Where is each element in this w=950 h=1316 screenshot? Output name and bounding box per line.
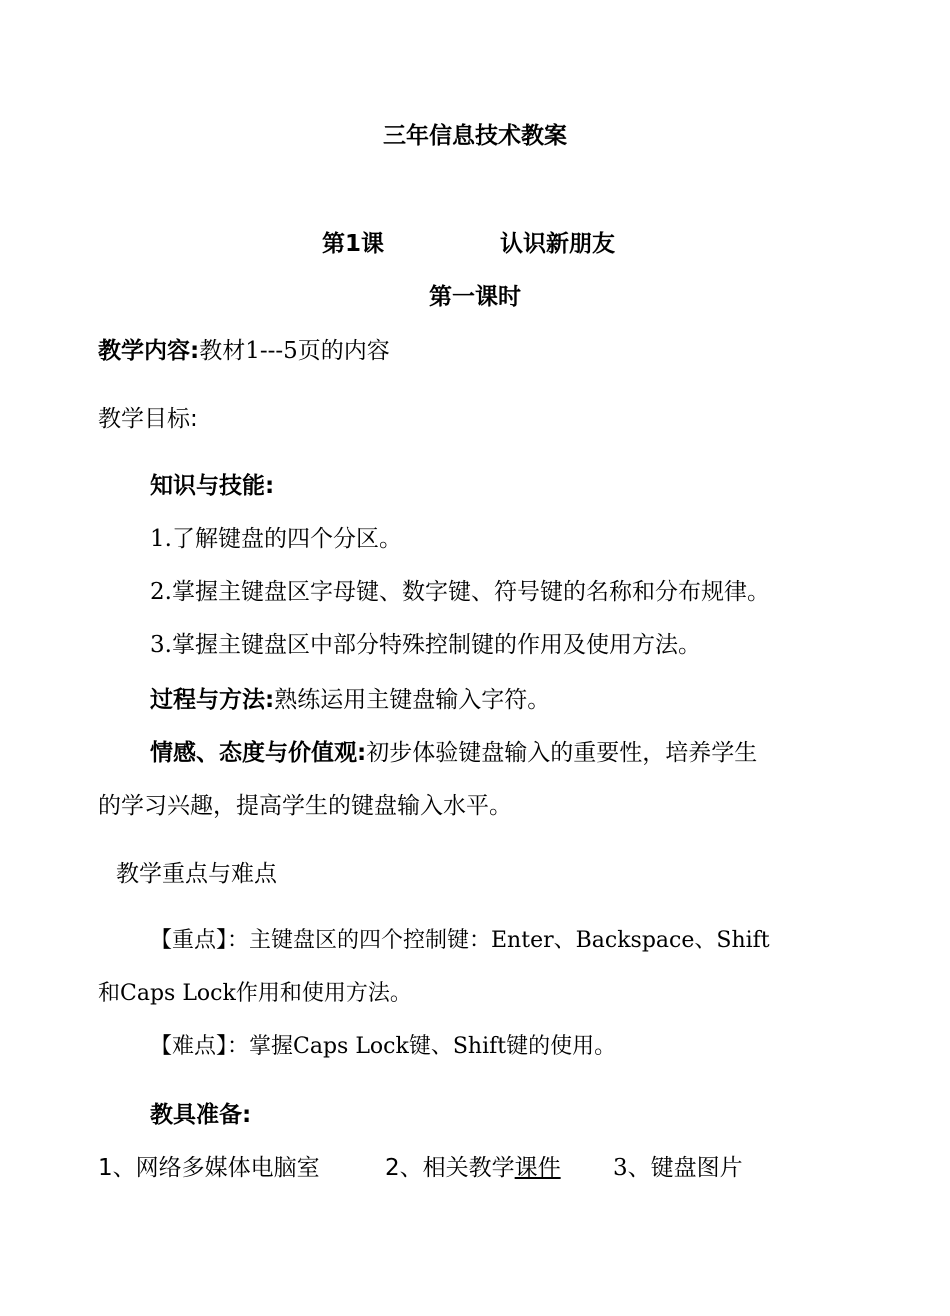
process-text: 熟练运用主键盘输入字符。 xyxy=(274,687,551,713)
emotion-label: 情感、态度与价值观: xyxy=(150,740,367,766)
emotion-text-line1: 初步体验键盘输入的重要性，培养学生 xyxy=(366,740,758,766)
teaching-content-value: 教材1---5页的内容 xyxy=(199,338,390,364)
key-points-heading: 教学重点与难点 xyxy=(116,861,277,887)
focus-line-2: 和Caps Lock作用和使用方法。 xyxy=(98,981,412,1006)
preparation-label: 教具准备: xyxy=(150,1102,252,1128)
emotion-text-line2: 的学习兴趣，提高学生的键盘输入水平。 xyxy=(98,793,512,819)
preparation-item-2 xyxy=(385,1153,561,1183)
process-method xyxy=(150,685,550,715)
lesson-name: 认识新朋友 xyxy=(500,231,615,257)
difficulty-line: 【难点】：掌握Caps Lock键、Shift键的使用。 xyxy=(150,1034,617,1059)
lesson-period: 第一课时 xyxy=(429,284,521,310)
process-label: 过程与方法: xyxy=(150,687,275,713)
teaching-content-label: 教学内容: xyxy=(98,338,200,364)
focus-line-1: 【重点】：主键盘区的四个控制键：Enter、Backspace、Shift xyxy=(150,928,770,953)
lesson-number: 第1课 xyxy=(322,231,385,257)
preparation-item-1: 1、网络多媒体电脑室 xyxy=(98,1155,320,1181)
objectives-label: 教学目标: xyxy=(98,406,198,432)
skill-item-1: 1.了解键盘的四个分区。 xyxy=(150,526,402,552)
courseware-link[interactable]: 课件 xyxy=(514,1155,561,1181)
document-title: 三年信息技术教案 xyxy=(383,123,567,149)
emotion-attitude xyxy=(150,738,757,768)
skill-item-2: 2.掌握主键盘区字母键、数字键、符号键的名称和分布规律。 xyxy=(150,579,770,605)
preparation-item-2-prefix: 2、相关教学 xyxy=(385,1155,515,1181)
skill-item-3: 3.掌握主键盘区中部分特殊控制键的作用及使用方法。 xyxy=(150,632,701,658)
skills-label: 知识与技能: xyxy=(150,473,275,499)
preparation-item-3: 3、键盘图片 xyxy=(613,1155,743,1181)
teaching-content xyxy=(98,336,390,366)
